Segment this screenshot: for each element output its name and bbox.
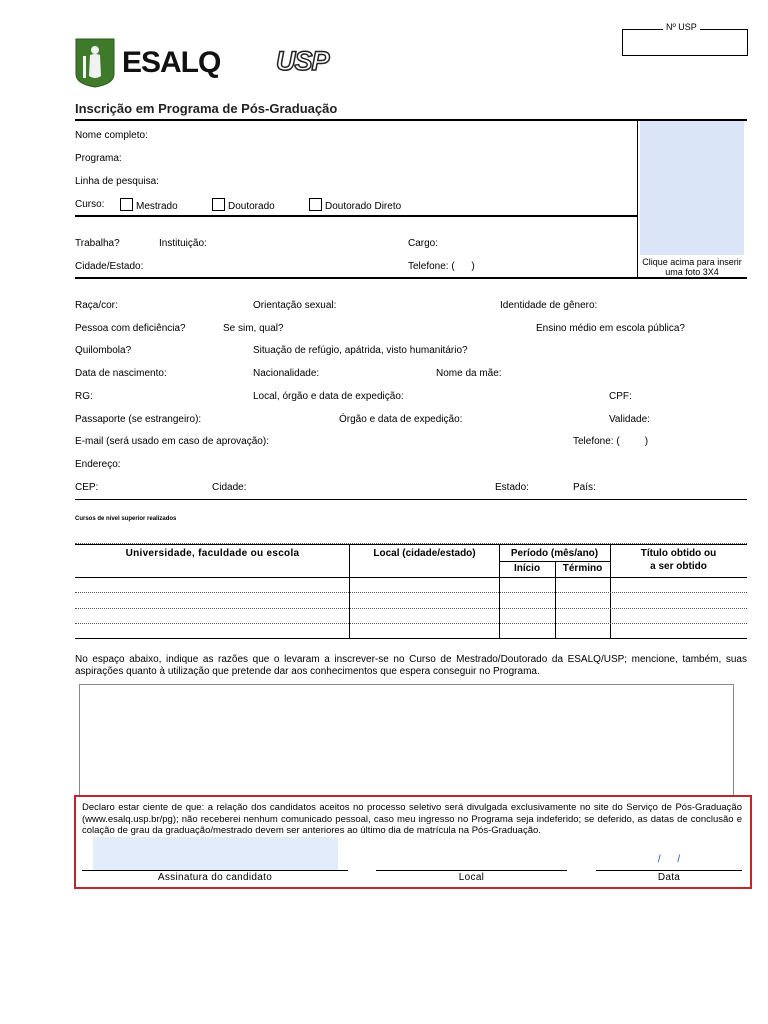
endereco-label: Endereço: <box>75 459 121 470</box>
courses-header-rule <box>75 577 747 578</box>
section1-rule-a <box>75 215 637 217</box>
checkbox-mestrado-label: Mestrado <box>136 201 178 212</box>
checkbox-doutorado-direto-label: Doutorado Direto <box>325 201 402 212</box>
table-row[interactable] <box>75 623 747 624</box>
esalq-shield-icon <box>75 38 115 88</box>
date-field[interactable]: / / <box>657 854 681 865</box>
date-line <box>596 870 742 871</box>
courses-top-rule <box>75 544 747 545</box>
orgao-data-label: Órgão e data de expedição: <box>339 414 463 425</box>
reasons-text: No espaço abaixo, indique as razões que o levaram a inscrever-se no Curso de Mestrado/Doutorado da ESALQ/USP; mencione, também, suas aspirações quanto à utilização que pretende dar aos conhecimentos que espera conseguir no Programa. <box>75 654 747 677</box>
checkbox-mestrado-box[interactable] <box>120 198 133 211</box>
courses-bottom-rule <box>75 638 747 639</box>
photo-divider <box>637 120 638 278</box>
pais-label: País: <box>573 482 596 493</box>
signature-field[interactable] <box>93 837 338 870</box>
courses-caption: Cursos de nível superior realizados <box>75 516 177 522</box>
declaration-text: Declaro estar ciente de que: a relação dos candidatos aceitos no processo seletivo será divulgada exclusivamente no site do Serviço de Pós-Graduação (www.esalq.usp.br/pg); não receberei nenhum comunicado pessoal, caso meu ingresso no Programa seja indeferido; se deferido, as datas de conclusão e colação de grau da graduação/mestrado devem ser anteriores ao último dia de matrícula na Pós-Graduação. <box>82 802 742 836</box>
mae-label: Nome da mãe: <box>436 368 502 379</box>
checkbox-doutorado-box[interactable] <box>212 198 225 211</box>
nacionalidade-label: Nacionalidade: <box>253 368 320 379</box>
trabalha-label: Trabalha? <box>75 238 120 249</box>
col-univ-header: Universidade, faculdade ou escola <box>125 548 300 559</box>
col-titulo-header-1: Título obtido ou <box>640 548 717 559</box>
col-inicio-header: Início <box>513 563 541 574</box>
col-termino-header: Término <box>562 563 603 574</box>
table-row[interactable] <box>75 592 747 593</box>
signature-line <box>82 870 348 871</box>
validade-label: Validade: <box>609 414 650 425</box>
checkbox-doutorado-direto-box[interactable] <box>309 198 322 211</box>
checkbox-doutorado[interactable] <box>212 198 275 213</box>
cargo-label: Cargo: <box>408 238 439 249</box>
col-local-header: Local (cidade/estado) <box>373 548 476 559</box>
cidade-label: Cidade: <box>212 482 247 493</box>
email-label: E-mail (será usado em caso de aprovação): <box>75 436 269 447</box>
cep-label: CEP: <box>75 482 99 493</box>
courses-vline-3 <box>555 561 556 638</box>
checkbox-mestrado[interactable] <box>120 198 178 213</box>
photo-placeholder[interactable] <box>640 121 744 255</box>
section1-rule-b <box>75 277 747 279</box>
form-title: Inscrição em Programa de Pós-Graduação <box>75 101 338 116</box>
section2-rule <box>75 499 747 500</box>
nascimento-label: Data de nascimento: <box>75 368 167 379</box>
signature-label: Assinatura do candidato <box>157 872 273 883</box>
programa-label: Programa: <box>75 153 122 164</box>
deficiencia-label: Pessoa com deficiência? <box>75 323 186 334</box>
nusp-label: Nº USP <box>663 22 700 33</box>
photo-caption: Clique acima para inserir uma foto 3X4 <box>642 257 742 277</box>
date-label: Data <box>657 872 681 883</box>
local-line[interactable] <box>376 870 567 871</box>
col-periodo-header: Período (mês/ano) <box>510 548 599 559</box>
nome-label: Nome completo: <box>75 130 148 141</box>
reasons-textarea[interactable] <box>79 684 734 796</box>
table-row[interactable] <box>75 608 747 609</box>
ensino-medio-label: Ensino médio em escola pública? <box>536 323 685 334</box>
refugio-label: Situação de refúgio, apátrida, visto humanitário? <box>253 345 468 356</box>
se-sim-label: Se sim, qual? <box>223 323 284 334</box>
local-label: Local <box>458 872 485 883</box>
quilombola-label: Quilombola? <box>75 345 132 356</box>
identidade-label: Identidade de gênero: <box>500 300 598 311</box>
col-titulo-header-2: a ser obtido <box>650 561 707 572</box>
instituicao-label: Instituição: <box>159 238 207 249</box>
cidade-estado-label: Cidade/Estado: <box>75 261 144 272</box>
esalq-logo-text: ESALQ <box>122 46 221 79</box>
checkbox-doutorado-label: Doutorado <box>228 201 275 212</box>
usp-logo: USP <box>276 46 329 76</box>
esalq-logo <box>75 38 223 88</box>
linha-label: Linha de pesquisa: <box>75 176 159 187</box>
local-orgao-label: Local, órgão e data de expedição: <box>253 391 404 402</box>
passaporte-label: Passaporte (se estrangeiro): <box>75 414 202 425</box>
telefone-label: Telefone: ( ) <box>408 261 475 272</box>
estado-label: Estado: <box>495 482 529 493</box>
checkbox-doutorado-direto[interactable] <box>309 198 401 213</box>
telefone2-label: Telefone: ( ) <box>573 436 649 447</box>
nusp-box[interactable] <box>622 29 748 56</box>
orientacao-label: Orientação sexual: <box>253 300 337 311</box>
cpf-label: CPF: <box>609 391 632 402</box>
raca-label: Raça/cor: <box>75 300 118 311</box>
curso-label: Curso: <box>75 199 105 210</box>
rg-label: RG: <box>75 391 93 402</box>
